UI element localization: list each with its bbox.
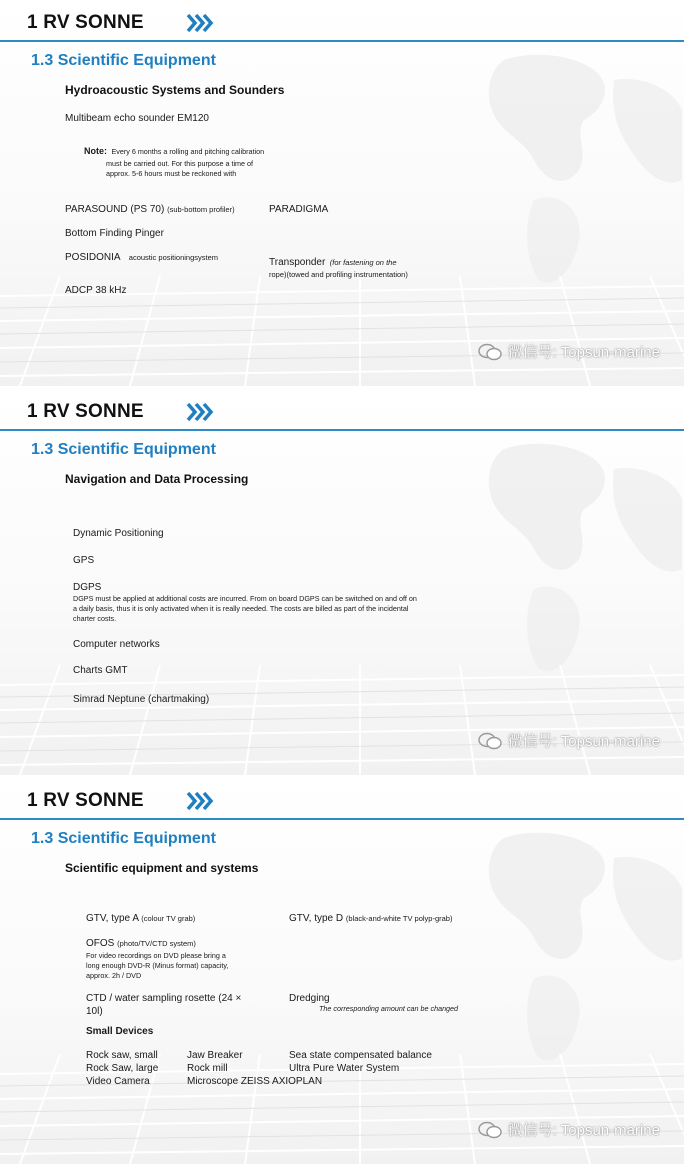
dgps-desc-3: charter costs. <box>73 614 117 623</box>
ultra-pure-water-item: Ultra Pure Water System <box>289 1063 400 1074</box>
parasound-label: PARASOUND (PS 70) <box>65 204 165 215</box>
subheading: Scientific equipment and systems <box>65 861 259 875</box>
multibeam-item: Multibeam echo sounder EM120 <box>65 113 209 124</box>
gtv-type-a-item <box>86 913 195 924</box>
gtv-type-d-label: GTV, type D <box>289 913 344 924</box>
gtv-type-d-item <box>289 913 452 924</box>
note-line-2: must be carried out. For this purpose a time of <box>106 159 254 168</box>
wechat-icon <box>477 343 503 361</box>
paradigma-item: PARADIGMA <box>269 204 329 215</box>
pinger-item: Bottom Finding Pinger <box>65 228 164 239</box>
watermark <box>477 1119 660 1140</box>
chevron-arrows-icon <box>186 790 214 812</box>
slide-title: 1 RV SONNE <box>27 401 144 422</box>
slide-title: 1 RV SONNE <box>27 790 144 811</box>
world-map-background <box>384 429 684 689</box>
ofos-label: OFOS <box>86 938 115 949</box>
gtv-type-a-label: GTV, type A <box>86 913 139 924</box>
computer-networks-item: Computer networks <box>73 639 160 650</box>
dredging-item: Dredging <box>289 993 330 1004</box>
sea-state-balance-item: Sea state compensated balance <box>289 1050 432 1061</box>
ofos-desc-1: For video recordings on DVD please bring a <box>86 951 226 960</box>
chevron-arrows-icon <box>186 401 214 423</box>
rock-saw-small-item: Rock saw, small <box>86 1050 158 1061</box>
charts-gmt-item: Charts GMT <box>73 665 128 676</box>
watermark-text: 微信号: Topsun-marine <box>507 1122 660 1139</box>
dredging-note: The corresponding amount can be changed <box>319 1004 459 1013</box>
watermark <box>477 730 660 751</box>
ctd-item-line-2: 10l) <box>86 1006 103 1017</box>
world-map-background <box>384 818 684 1078</box>
dgps-desc-2: a daily basis, thus it is only activated when it is really needed. The costs are billed as part of the incidental <box>73 604 409 613</box>
chevron-arrows-icon <box>186 12 214 34</box>
wechat-icon <box>477 1121 503 1139</box>
microscope-item: Microscope ZEISS AXIOPLAN <box>187 1076 323 1087</box>
slide-title: 1 RV SONNE <box>27 12 144 33</box>
title-divider <box>0 818 684 820</box>
section-heading: 1.3 Scientific Equipment <box>31 830 216 847</box>
posidonia-item <box>65 252 218 263</box>
rock-saw-large-item: Rock Saw, large <box>86 1063 159 1074</box>
note-line-1: Every 6 months a rolling and pitching calibration <box>111 147 265 156</box>
video-camera-item: Video Camera <box>86 1076 150 1087</box>
transponder-note-2: rope)(towed and profiling instrumentation) <box>269 270 408 279</box>
watermark-text: 微信号: Topsun-marine <box>507 733 660 750</box>
world-map-background <box>384 40 684 300</box>
adcp-item: ADCP 38 kHz <box>65 285 127 296</box>
section-heading: 1.3 Scientific Equipment <box>31 441 216 458</box>
section-heading: 1.3 Scientific Equipment <box>31 52 216 69</box>
dgps-desc-1: DGPS must be applied at additional costs are incurred. From on board DGPS can be switched on and off on <box>73 594 417 603</box>
posidonia-note: acoustic positioningsystem <box>128 253 219 262</box>
dynamic-positioning-item: Dynamic Positioning <box>73 528 164 539</box>
posidonia-label: POSIDONIA <box>65 252 121 263</box>
gps-item: GPS <box>73 555 95 566</box>
slide-navigation <box>0 389 684 775</box>
ctd-item-line-1: CTD / water sampling rosette (24 × <box>86 993 242 1004</box>
jaw-breaker-item: Jaw Breaker <box>187 1050 243 1061</box>
title-divider <box>0 40 684 42</box>
parasound-note: (sub-bottom profiler) <box>167 205 235 214</box>
parasound-item <box>65 204 235 215</box>
ofos-item <box>86 938 196 949</box>
title-divider <box>0 429 684 431</box>
transponder-label: Transponder <box>269 257 326 268</box>
watermark <box>477 341 660 362</box>
transponder-item <box>269 252 408 279</box>
gtv-type-a-note: (colour TV grab) <box>141 914 196 923</box>
note-line-3: approx. 5-6 hours must be reckoned with <box>106 169 237 178</box>
gtv-type-d-note: (black-and-white TV polyp-grab) <box>345 914 453 923</box>
wechat-icon <box>477 732 503 750</box>
ofos-desc-3: approx. 2h / DVD <box>86 971 142 980</box>
small-devices-heading: Small Devices <box>86 1026 154 1037</box>
note-label: Note: <box>84 146 107 156</box>
rock-mill-item: Rock mill <box>187 1063 228 1074</box>
slide-scientific-systems <box>0 778 684 1164</box>
perspective-grid-background <box>0 665 684 775</box>
ofos-note: (photo/TV/CTD system) <box>117 939 196 948</box>
transponder-note-1: (for fastening on the <box>329 258 397 267</box>
subheading: Navigation and Data Processing <box>65 472 249 486</box>
subheading: Hydroacoustic Systems and Sounders <box>65 83 285 97</box>
dgps-item: DGPS <box>73 582 102 593</box>
slide-hydroacoustic <box>0 0 684 386</box>
watermark-text: 微信号: Topsun-marine <box>507 344 660 361</box>
simrad-item: Simrad Neptune (chartmaking) <box>73 694 210 705</box>
note-block <box>84 141 264 179</box>
ofos-desc-2: long enough DVD-R (Minus format) capacity, <box>86 961 229 970</box>
